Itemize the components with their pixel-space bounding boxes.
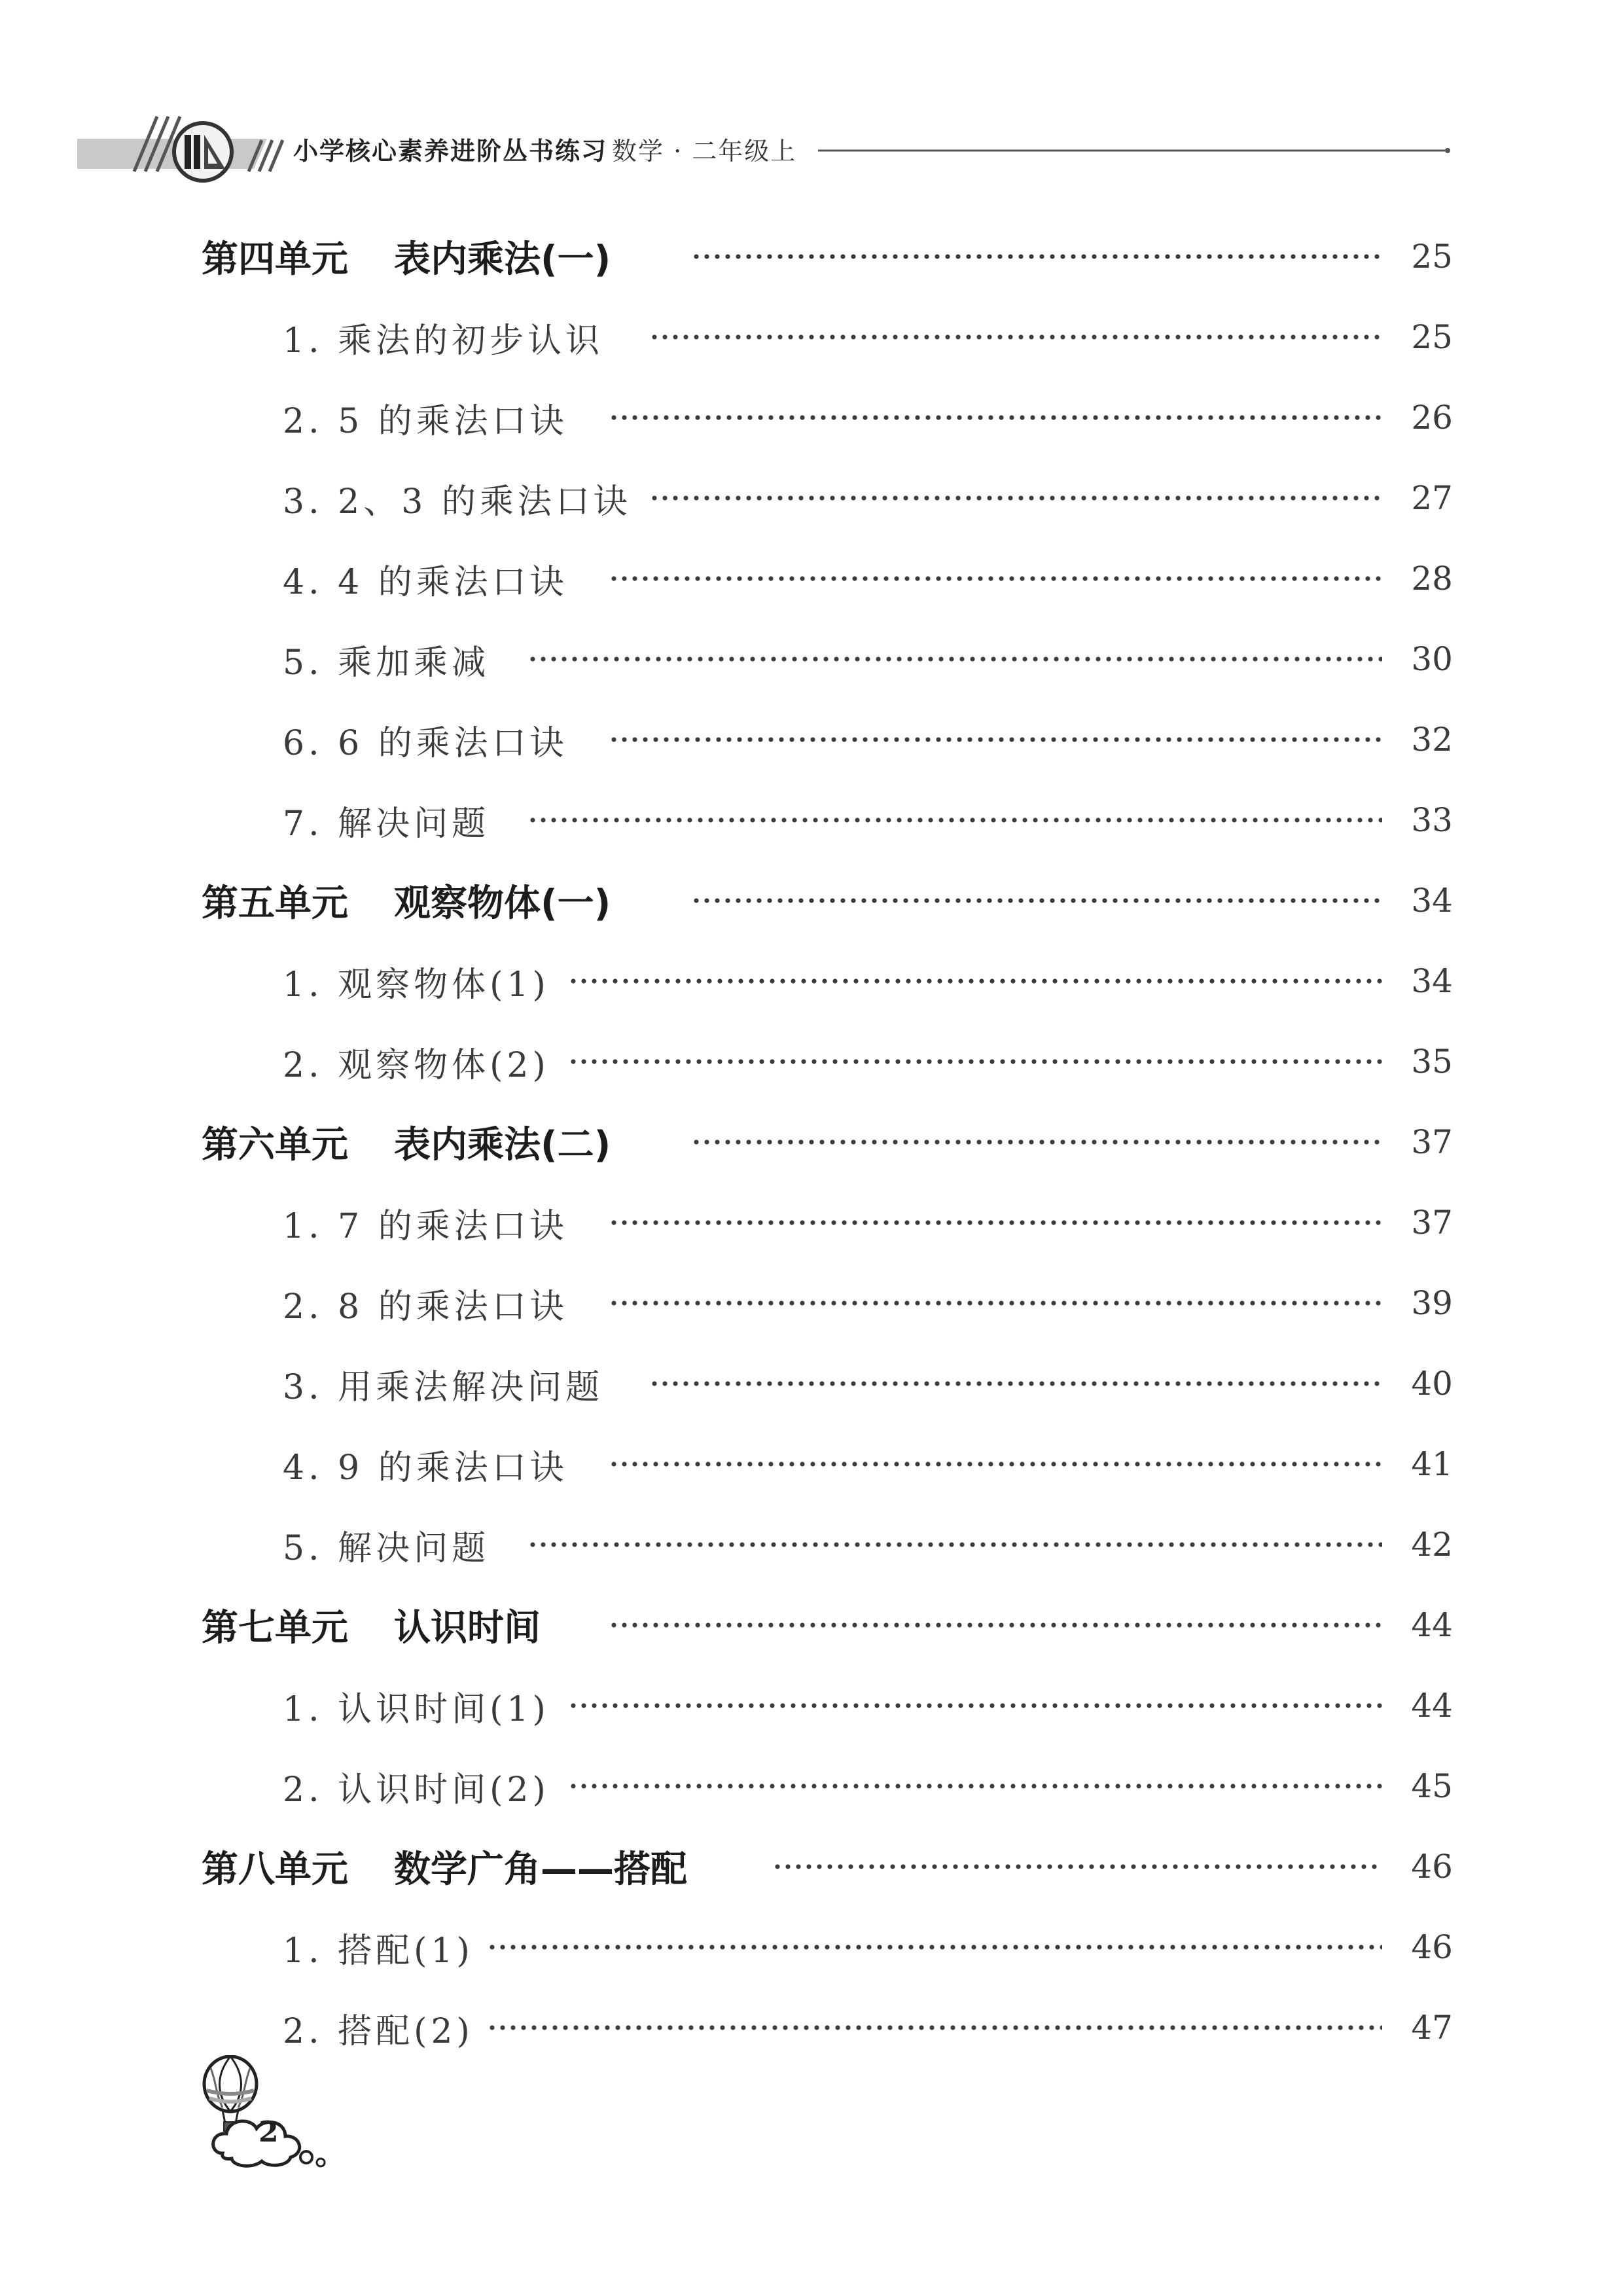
page-header <box>0 0 1623 216</box>
dot-leader <box>609 1623 1382 1628</box>
dot-leader <box>527 656 1382 662</box>
page-number: 39 <box>1411 1284 1453 1322</box>
dot-leader <box>609 1462 1382 1467</box>
dot-leader <box>527 1542 1382 1547</box>
lesson-title: 6. 6 的乘法口诀 <box>283 723 568 763</box>
unit-number: 第七单元 <box>202 1607 348 1649</box>
lesson-title: 1. 乘法的初步认识 <box>283 321 604 361</box>
unit-title: 表内乘法(一) <box>394 238 611 281</box>
toc-lesson[interactable] <box>0 385 1623 450</box>
toc-lesson[interactable] <box>0 1190 1623 1255</box>
toc-lesson[interactable] <box>0 546 1623 611</box>
page-number: 32 <box>1411 721 1453 759</box>
dot-leader <box>609 576 1382 581</box>
toc-lesson[interactable] <box>0 1512 1623 1577</box>
toc-lesson[interactable] <box>0 1270 1623 1336</box>
dot-leader <box>568 978 1382 984</box>
lesson-title: 1. 7 的乘法口诀 <box>283 1206 568 1246</box>
unit-title: 表内乘法(二) <box>394 1124 611 1166</box>
lesson-title: 7. 解决问题 <box>283 804 490 844</box>
unit-number: 第八单元 <box>202 1848 348 1891</box>
toc-unit-4[interactable] <box>0 224 1623 289</box>
dot-leader <box>691 254 1382 259</box>
header-band <box>77 139 267 169</box>
dot-leader <box>649 495 1382 501</box>
dot-leader <box>772 1864 1382 1869</box>
unit-number: 第五单元 <box>202 882 348 925</box>
toc-lesson[interactable] <box>0 626 1623 692</box>
lesson-title: 2. 搭配(2) <box>283 2011 474 2051</box>
header-decoration <box>0 0 1623 216</box>
toc-lesson[interactable] <box>0 1029 1623 1094</box>
dot-leader <box>487 1945 1382 1950</box>
lesson-title: 2. 观察物体(2) <box>283 1045 550 1085</box>
page-number: 46 <box>1411 1928 1453 1966</box>
dot-leader <box>649 1381 1382 1386</box>
toc-unit-7[interactable] <box>0 1592 1623 1658</box>
page-number: 47 <box>1411 2009 1453 2047</box>
dot-leader <box>568 1059 1382 1064</box>
page-number: 37 <box>1411 1204 1453 1242</box>
page-number: 25 <box>1411 238 1453 276</box>
page-number: 42 <box>1411 1526 1453 1564</box>
page-number: 30 <box>1411 640 1453 678</box>
page-number: 46 <box>1411 1848 1453 1886</box>
lesson-title: 3. 用乘法解决问题 <box>283 1367 604 1407</box>
page-number: 25 <box>1411 318 1453 356</box>
toc-unit-8[interactable] <box>0 1834 1623 1899</box>
lesson-title: 5. 解决问题 <box>283 1528 490 1568</box>
dot-leader <box>527 817 1382 823</box>
lesson-title: 3. 2、3 的乘法口诀 <box>283 482 632 522</box>
lesson-title: 2. 8 的乘法口诀 <box>283 1287 568 1327</box>
toc-lesson[interactable] <box>0 1431 1623 1497</box>
footer-page-number: 2 <box>259 2115 279 2149</box>
dot-leader <box>691 1139 1382 1145</box>
page-number: 34 <box>1411 962 1453 1000</box>
lesson-title: 4. 4 的乘法口诀 <box>283 562 568 602</box>
dot-leader <box>691 898 1382 903</box>
page-number: 44 <box>1411 1606 1453 1644</box>
page-number: 44 <box>1411 1687 1453 1725</box>
dot-leader <box>609 415 1382 420</box>
hot-air-balloon-cloud-icon <box>196 2055 340 2173</box>
toc-lesson[interactable] <box>0 304 1623 370</box>
toc-unit-5[interactable] <box>0 868 1623 933</box>
dot-leader <box>487 2025 1382 2030</box>
unit-title: 观察物体(一) <box>394 882 611 925</box>
lesson-title: 4. 9 的乘法口诀 <box>283 1448 568 1488</box>
toc-lesson[interactable] <box>0 465 1623 531</box>
page-number: 35 <box>1411 1043 1453 1081</box>
series-title: 小学核心素养进阶丛书练习 <box>293 137 608 166</box>
dot-leader <box>609 737 1382 742</box>
dot-leader <box>649 334 1382 340</box>
dot-leader <box>609 1220 1382 1225</box>
dot-leader <box>609 1300 1382 1306</box>
page-number: 40 <box>1411 1365 1453 1403</box>
toc-lesson[interactable] <box>0 707 1623 772</box>
toc-lesson[interactable] <box>0 787 1623 853</box>
toc-lesson[interactable] <box>0 1753 1623 1819</box>
page-number: 33 <box>1411 801 1453 839</box>
page-number: 34 <box>1411 882 1453 920</box>
toc-lesson[interactable] <box>0 1351 1623 1416</box>
lesson-title: 5. 乘加乘减 <box>283 643 490 683</box>
toc-lesson[interactable] <box>0 1914 1623 1980</box>
page-number: 28 <box>1411 560 1453 598</box>
unit-title: 数学广角——搭配 <box>394 1848 687 1891</box>
lesson-title: 2. 认识时间(2) <box>283 1770 550 1810</box>
toc-lesson[interactable] <box>0 1673 1623 1738</box>
page-number: 37 <box>1411 1123 1453 1161</box>
unit-title: 认识时间 <box>394 1607 541 1649</box>
unit-number: 第四单元 <box>202 238 348 281</box>
dot-leader <box>568 1784 1382 1789</box>
page-number: 27 <box>1411 479 1453 517</box>
subject-grade: 数学 · 二年级上 <box>612 137 797 166</box>
ruler-triangle-logo-icon <box>174 123 232 181</box>
lesson-title: 1. 观察物体(1) <box>283 965 550 1005</box>
dot-leader <box>568 1703 1382 1708</box>
toc-lesson[interactable] <box>0 948 1623 1014</box>
toc-lesson[interactable] <box>0 1995 1623 2060</box>
page-number: 45 <box>1411 1767 1453 1805</box>
lesson-title: 2. 5 的乘法口诀 <box>283 401 568 441</box>
unit-number: 第六单元 <box>202 1124 348 1166</box>
toc-unit-6[interactable] <box>0 1109 1623 1175</box>
page-number: 41 <box>1411 1445 1453 1483</box>
page-number: 26 <box>1411 399 1453 437</box>
lesson-title: 1. 搭配(1) <box>283 1931 474 1971</box>
lesson-title: 1. 认识时间(1) <box>283 1689 550 1729</box>
